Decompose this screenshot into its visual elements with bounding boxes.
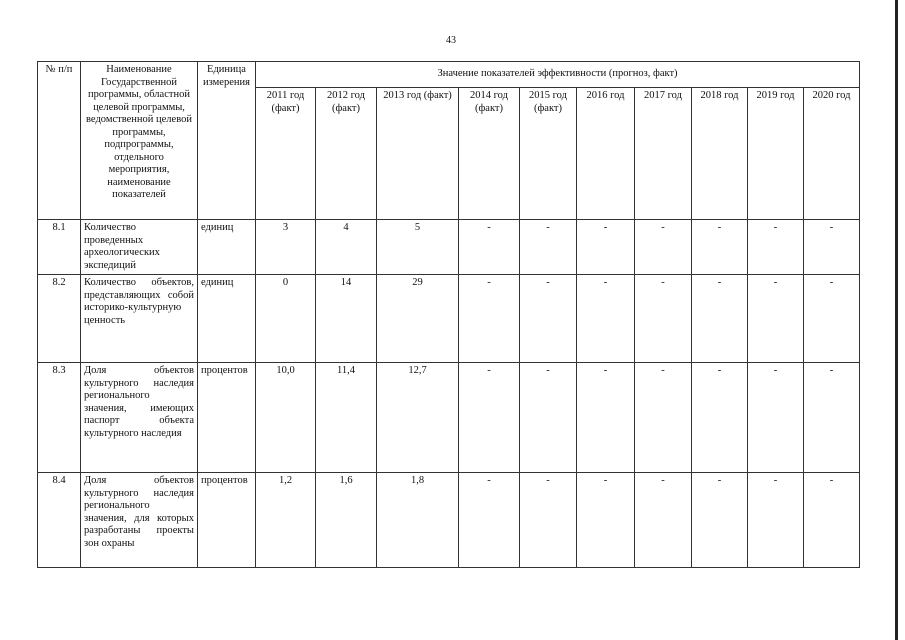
row-unit: процентов [198,363,256,473]
row-value: 10,0 [256,363,316,473]
row-value: - [804,363,860,473]
header-year: 2011 год (факт) [256,88,316,220]
table-row [38,220,860,275]
row-name: Доля объектов культурного наследия регионального значения, для которых разработаны проекты зон охраны [81,473,198,568]
row-value: - [692,220,748,275]
page-number: 43 [446,35,456,46]
table-body [38,62,860,568]
row-value: - [577,473,635,568]
header-year: 2017 год [635,88,692,220]
row-num: 8.2 [38,275,81,363]
header-year: 2019 год [748,88,804,220]
row-value: - [692,473,748,568]
row-value: 3 [256,220,316,275]
row-value: - [520,275,577,363]
row-value: - [577,275,635,363]
row-value: 14 [316,275,377,363]
header-row [38,62,860,88]
row-value: - [635,473,692,568]
row-value: - [635,275,692,363]
row-name: Доля объектов культурного наследия регионального значения, имеющих паспорт объекта культурного наследия [81,363,198,473]
row-value: 4 [316,220,377,275]
row-value: 1,8 [377,473,459,568]
header-name: Наименование Государственной программы, областной целевой программы, ведомственной целевой программы, подпрограммы, отдельного мероприятия, наименование показателей [81,62,198,220]
row-value: - [635,363,692,473]
row-value: 29 [377,275,459,363]
row-value: - [804,220,860,275]
row-unit: единиц [198,275,256,363]
row-unit: единиц [198,220,256,275]
row-unit: процентов [198,473,256,568]
table-row [38,275,860,363]
header-year: 2012 год (факт) [316,88,377,220]
row-value: 5 [377,220,459,275]
indicators-table [37,61,860,568]
row-value: - [804,275,860,363]
header-year: 2020 год [804,88,860,220]
header-year: 2016 год [577,88,635,220]
row-value: 1,6 [316,473,377,568]
header-unit: Единица измерения [198,62,256,220]
row-value: 1,2 [256,473,316,568]
header-year: 2015 год (факт) [520,88,577,220]
row-value: - [520,363,577,473]
header-year: 2014 год (факт) [459,88,520,220]
header-year: 2013 год (факт) [377,88,459,220]
row-value: - [748,363,804,473]
row-num: 8.3 [38,363,81,473]
row-value: - [748,473,804,568]
row-value: - [635,220,692,275]
row-value: - [577,363,635,473]
row-value: 12,7 [377,363,459,473]
row-value: - [748,220,804,275]
row-name: Количество объектов, представляющих собой историко-культурную ценность [81,275,198,363]
row-value: - [692,363,748,473]
row-num: 8.4 [38,473,81,568]
row-value: - [577,220,635,275]
row-value: - [520,220,577,275]
table-row [38,473,860,568]
row-value: - [692,275,748,363]
header-num: № п/п [38,62,81,220]
row-value: - [459,275,520,363]
row-name: Количество проведенных археологических экспедиций [81,220,198,275]
row-value: - [459,473,520,568]
header-year: 2018 год [692,88,748,220]
row-value: 11,4 [316,363,377,473]
scan-edge-bar [895,0,898,640]
row-num: 8.1 [38,220,81,275]
row-value: - [459,220,520,275]
table-row [38,363,860,473]
header-values: Значение показателей эффективности (прогноз, факт) [256,62,860,88]
row-value: - [748,275,804,363]
row-value: - [520,473,577,568]
row-value: - [459,363,520,473]
row-value: 0 [256,275,316,363]
row-value: - [804,473,860,568]
